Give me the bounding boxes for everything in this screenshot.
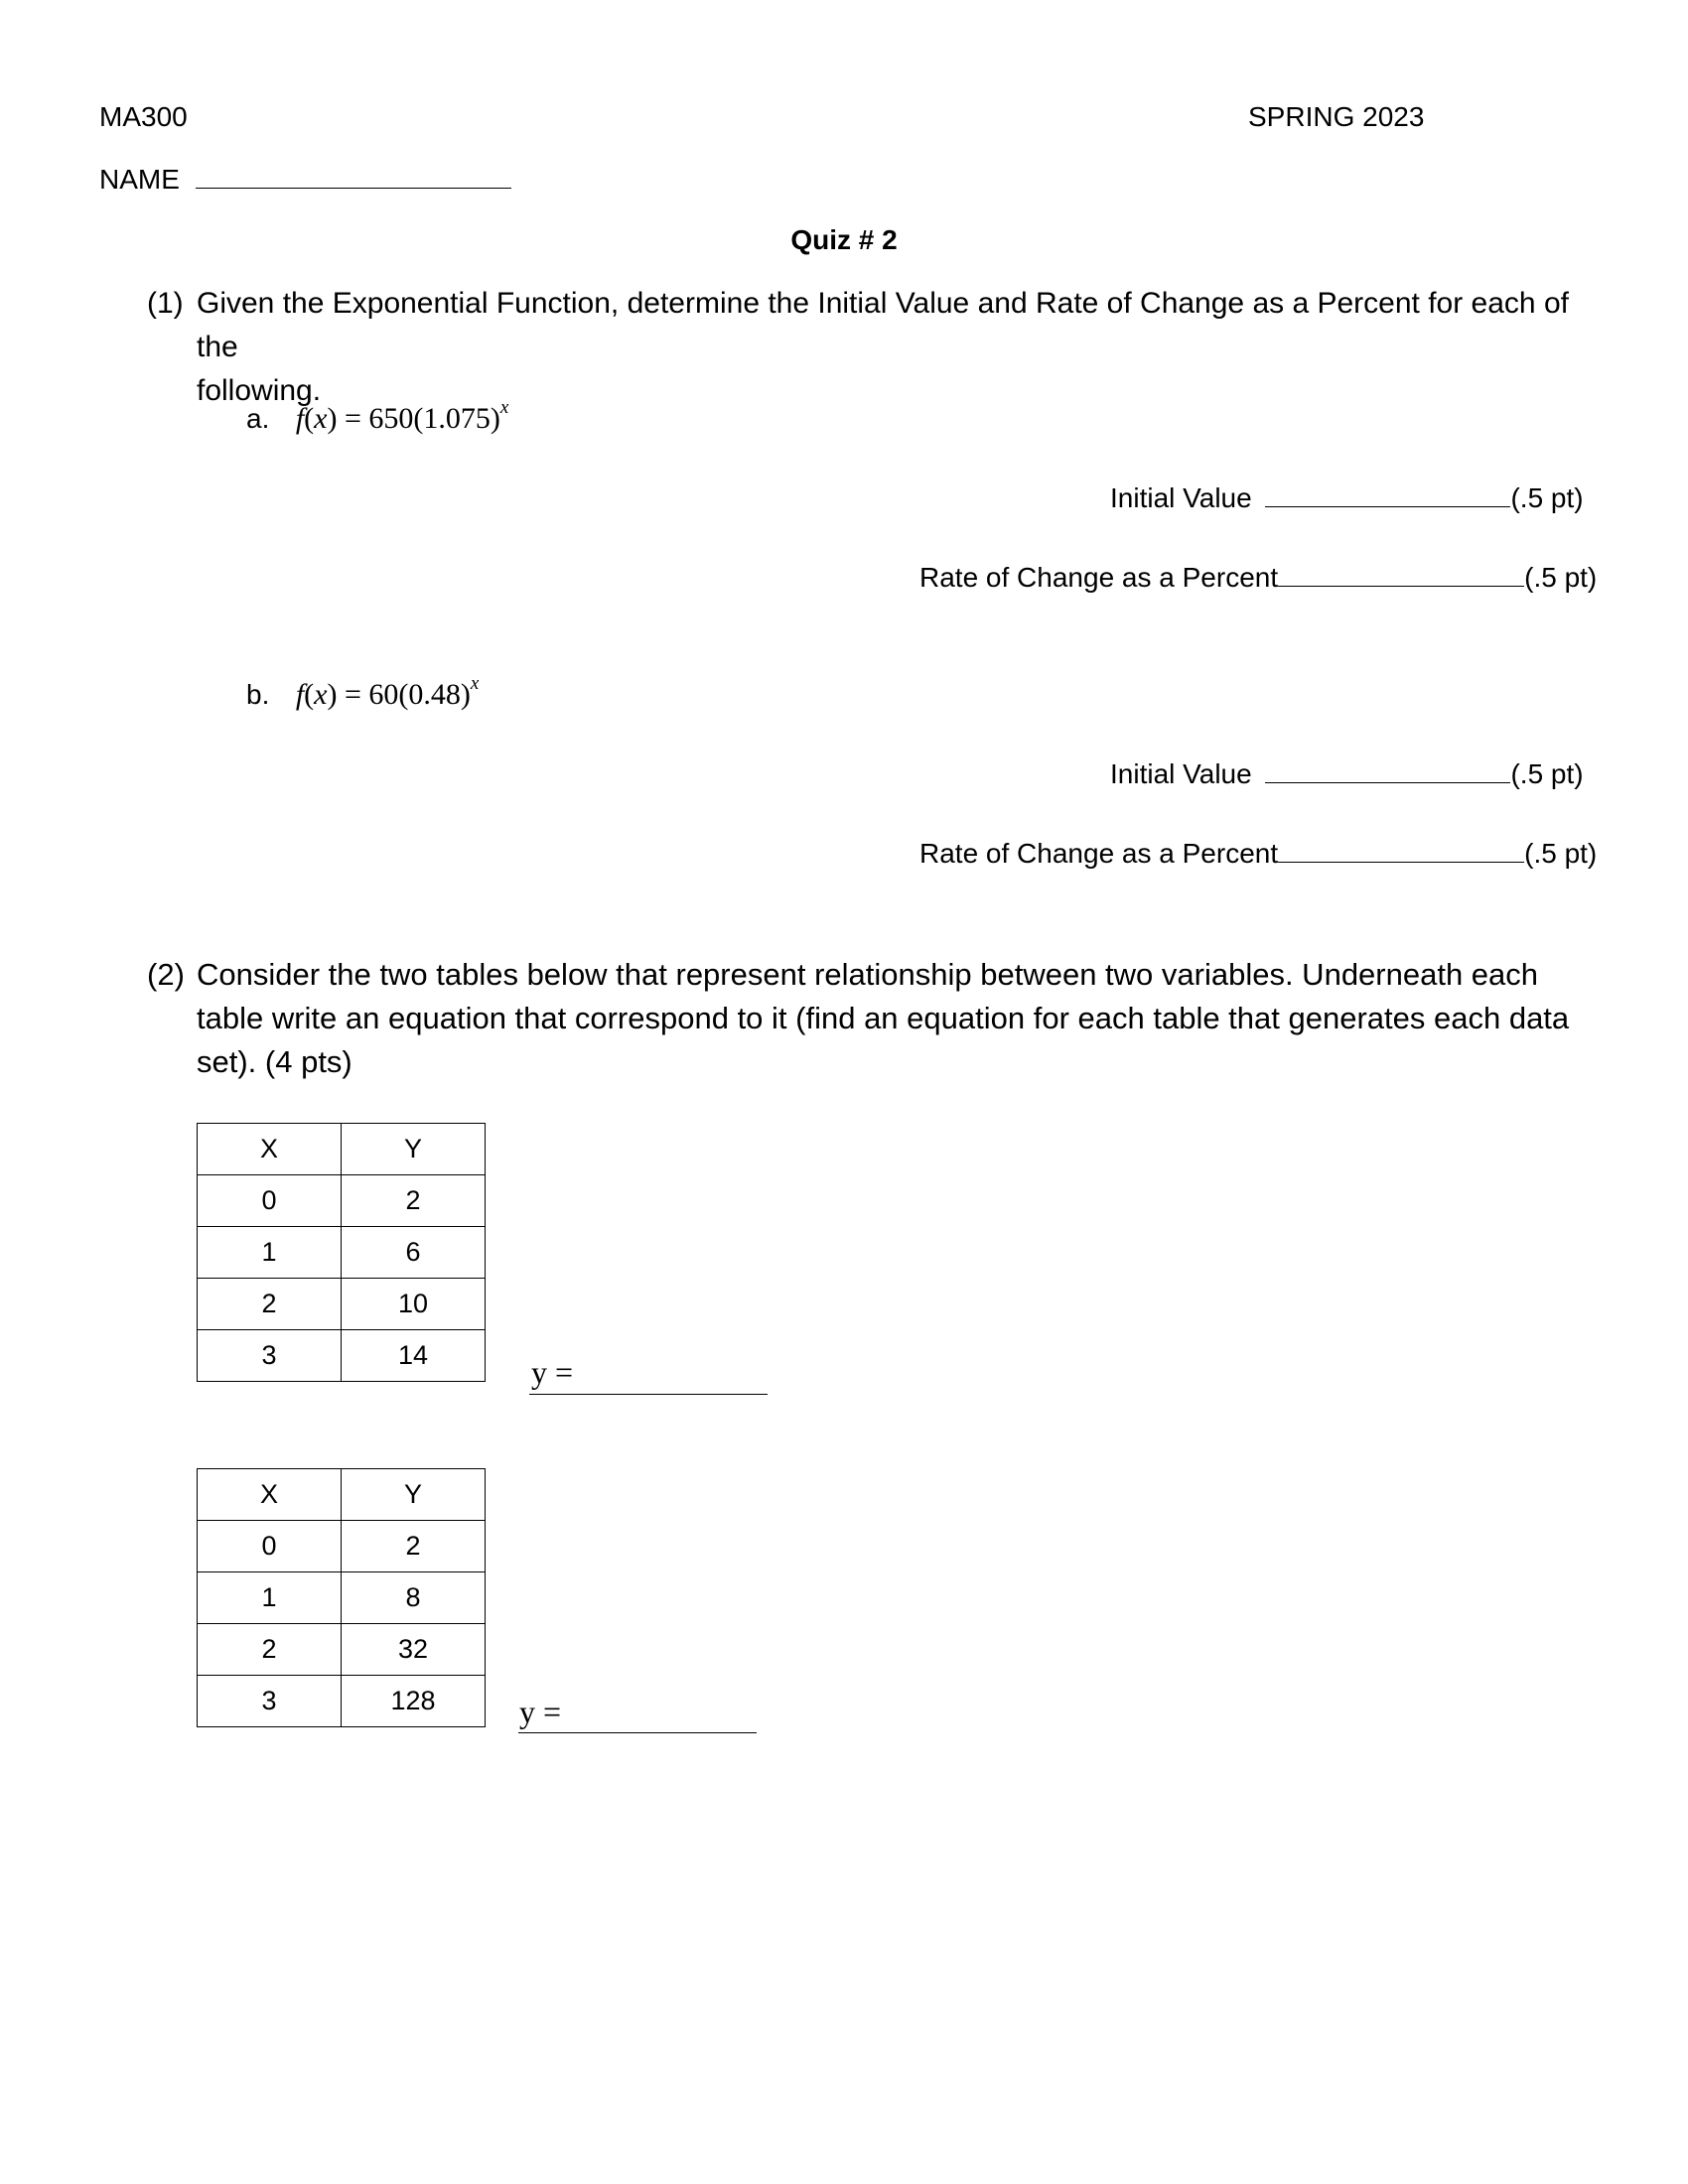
table-header-y: Y	[342, 1469, 486, 1521]
table-row	[198, 1279, 486, 1330]
table-row	[198, 1572, 486, 1624]
part-a-initial-value-points: (.5 pt)	[1510, 482, 1584, 513]
table-header-x: X	[198, 1469, 342, 1521]
table-cell: 0	[198, 1175, 342, 1227]
part-b-initial-value-label: Initial Value	[1110, 758, 1252, 789]
question-2-line-3: set). (4 pts)	[197, 1044, 352, 1079]
table-row	[198, 1227, 486, 1279]
name-blank[interactable]	[196, 188, 511, 189]
table-cell: 3	[198, 1330, 342, 1382]
table-row	[198, 1175, 486, 1227]
part-a-initial-value-row	[1110, 481, 1584, 515]
table-cell: 1	[198, 1227, 342, 1279]
table-cell: 10	[342, 1279, 486, 1330]
part-a-initial-value-blank[interactable]	[1265, 506, 1510, 507]
data-table-1	[197, 1123, 486, 1382]
question-1-number: (1)	[147, 287, 184, 320]
table-2-answer-label: y =	[519, 1694, 562, 1729]
question-2-number: (2)	[147, 957, 185, 992]
table-header-row	[198, 1124, 486, 1175]
term: SPRING 2023	[1248, 101, 1425, 132]
part-b-letter: b.	[246, 679, 270, 710]
part-b-function	[246, 673, 480, 712]
table-row	[198, 1330, 486, 1382]
table-cell: 8	[342, 1572, 486, 1624]
part-a-rate-label: Rate of Change as a Percent	[919, 562, 1279, 593]
part-a-letter: a.	[246, 403, 270, 434]
part-b-equation: $f(x) = 60(0.48)^x$	[295, 673, 480, 711]
part-a-rate-blank[interactable]	[1278, 586, 1524, 587]
table-header-row	[198, 1469, 486, 1521]
part-a-equation: $f(x) = 650(1.075)^x$	[295, 397, 509, 435]
question-1-line-2: following.	[197, 374, 322, 407]
part-b-rate-points: (.5 pt)	[1524, 838, 1598, 869]
data-table-2	[197, 1468, 486, 1727]
part-a-function	[246, 397, 509, 436]
part-b-initial-value-row	[1110, 757, 1584, 791]
table-row	[198, 1624, 486, 1676]
part-a-rate-row	[919, 561, 1597, 595]
part-b-rate-label: Rate of Change as a Percent	[919, 838, 1279, 869]
table-cell: 1	[198, 1572, 342, 1624]
table-row	[198, 1676, 486, 1727]
table-cell: 0	[198, 1521, 342, 1572]
table-1-answer-blank[interactable]	[529, 1394, 768, 1395]
table-row	[198, 1521, 486, 1572]
table-header-x: X	[198, 1124, 342, 1175]
table-cell: 32	[342, 1624, 486, 1676]
part-b-rate-blank[interactable]	[1278, 862, 1524, 863]
table-header-y: Y	[342, 1124, 486, 1175]
table-cell: 2	[342, 1521, 486, 1572]
part-a-initial-value-label: Initial Value	[1110, 482, 1252, 513]
name-label: NAME	[99, 164, 180, 195]
table-cell: 2	[198, 1279, 342, 1330]
part-b-initial-value-blank[interactable]	[1265, 782, 1510, 783]
question-2-line-1: Consider the two tables below that represent relationship between two variables. Underneath each	[197, 957, 1539, 992]
course-code: MA300	[99, 101, 188, 132]
table-cell: 14	[342, 1330, 486, 1382]
table-cell: 6	[342, 1227, 486, 1279]
table-cell: 3	[198, 1676, 342, 1727]
part-b-initial-value-points: (.5 pt)	[1510, 758, 1584, 789]
question-1-line-1: Given the Exponential Function, determine the Initial Value and Rate of Change as a Percent for each of the	[197, 287, 1569, 363]
table-cell: 2	[198, 1624, 342, 1676]
part-a-rate-points: (.5 pt)	[1524, 562, 1598, 593]
name-row	[99, 163, 511, 197]
table-2-answer-blank[interactable]	[518, 1732, 757, 1733]
part-b-rate-row	[919, 837, 1597, 871]
question-2-line-2: table write an equation that correspond to it (find an equation for each table that generates each data	[197, 1001, 1570, 1035]
quiz-title: Quiz # 2	[790, 224, 898, 255]
table-1-answer-label: y =	[531, 1354, 574, 1390]
table-cell: 2	[342, 1175, 486, 1227]
table-cell: 128	[342, 1676, 486, 1727]
